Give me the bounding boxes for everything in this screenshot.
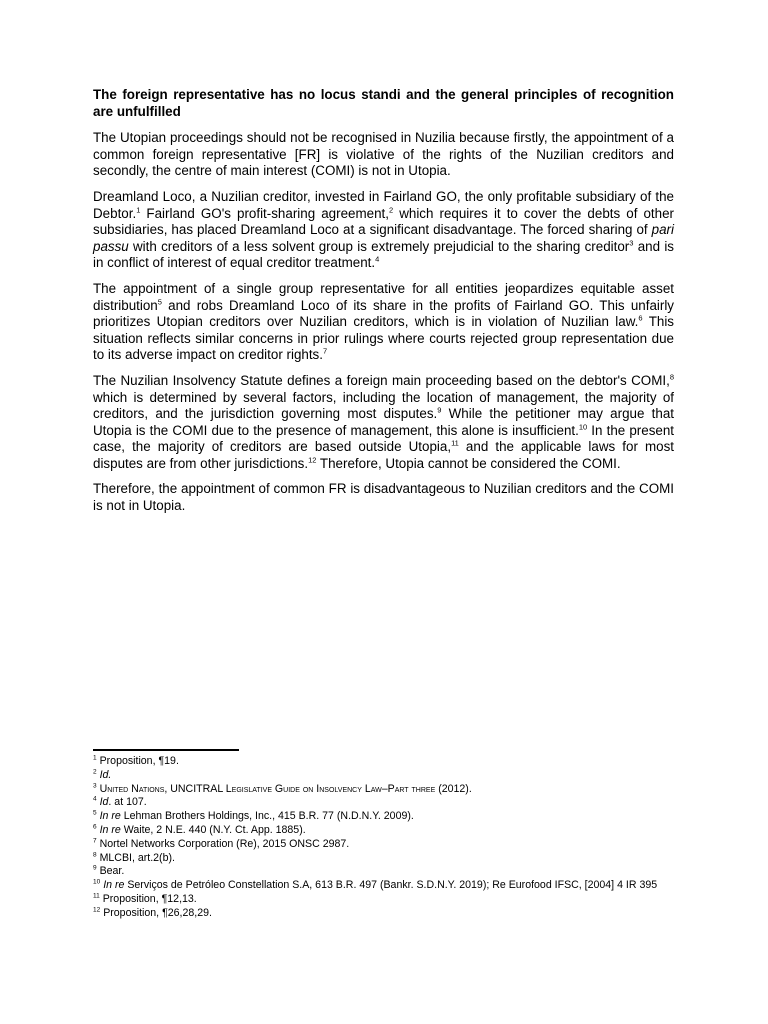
footnote-text: . at 107. [108, 796, 147, 809]
footnote-mark: 2 [93, 768, 97, 776]
footnote-4 [93, 796, 674, 810]
footnote-11 [93, 893, 674, 907]
footnote-text: Nortel Networks Corporation (Re), 2015 ONSC 2987. [99, 837, 350, 850]
footnote-6 [93, 824, 674, 838]
footnote-separator [93, 749, 239, 751]
paragraph-1: The Utopian proceedings should not be recognised in Nuzilia because firstly, the appointment of a common foreign representative [FR] is violative of the rights of the Nuzilian creditors and secondly, the centre of main interest (COMI) is not in Utopia. [93, 130, 674, 179]
footnote-text: Id [99, 796, 109, 809]
footnote-mark: 8 [93, 851, 97, 859]
footnote-mark: 6 [93, 823, 97, 831]
footnote-text: In re [99, 810, 121, 823]
paragraph-3 [93, 281, 674, 364]
footnote-text: (2012). [435, 782, 472, 795]
footnote-text: Id. [99, 768, 112, 781]
footnote-10 [93, 879, 674, 893]
p2-text: Dreamland Loco, a Nuzilian creditor, invested in Fairland GO, the only profitable subsidiary of the Debtor. [93, 188, 674, 221]
footnote-text: Lehman Brothers Holdings, Inc., 415 B.R. 77 (N.D.N.Y. 2009). [120, 810, 414, 823]
footnote-text: MLCBI, art.2(b). [99, 851, 175, 864]
footnote-ref-12[interactable]: 12 [308, 455, 317, 465]
footnote-3 [93, 783, 674, 797]
footnote-mark: 4 [93, 795, 97, 803]
footnote-8 [93, 852, 674, 866]
body-text [93, 87, 674, 524]
p2-text: with creditors of a less solvent group is extremely prejudicial to the sharing creditor [128, 238, 630, 254]
p2-text: Fairland GO's profit-sharing agreement, [140, 205, 389, 221]
footnote-ref-5[interactable]: 5 [157, 297, 162, 307]
footnote-mark: 1 [93, 754, 97, 762]
footnote-ref-3[interactable]: 3 [629, 238, 634, 248]
footnote-2 [93, 769, 674, 783]
footnote-ref-1[interactable]: 1 [136, 205, 141, 215]
footnote-5 [93, 810, 674, 824]
footnote-mark: 9 [93, 864, 97, 872]
paragraph-5: Therefore, the appointment of common FR is disadvantageous to Nuzilian creditors and the COMI is not in Utopia. [93, 481, 674, 514]
section-heading: The foreign representative has no locus standi and the general principles of recognition are unfulfilled [93, 87, 674, 119]
footnote-mark: 5 [93, 809, 97, 817]
footnote-7 [93, 838, 674, 852]
footnote-ref-11[interactable]: 11 [451, 438, 459, 448]
p2-text: and is in conflict of interest of equal creditor treatment. [93, 238, 675, 271]
footnote-mark: 11 [93, 892, 100, 900]
footnote-9 [93, 865, 674, 879]
footnote-text: In re [99, 823, 121, 836]
footnote-mark: 7 [93, 837, 97, 845]
footnote-text: Proposition, ¶19. [99, 755, 179, 767]
paragraph-4 [93, 373, 674, 473]
footnote-text: Proposition, ¶26,28,29. [103, 906, 212, 919]
footnote-text: Proposition, ¶12,13. [102, 892, 197, 905]
footnote-text: Waite, 2 N.E. 440 (N.Y. Ct. App. 1885). [120, 823, 306, 836]
footnote-mark: 10 [93, 878, 101, 886]
footnote-ref-2[interactable]: 2 [388, 205, 394, 215]
footnote-text: Bear. [99, 865, 125, 878]
footnote-ref-6[interactable]: 6 [638, 313, 643, 323]
p3-text: The appointment of a single group representative for all entities jeopardizes equitable asset distribution [93, 280, 674, 313]
footnote-text: United Nations, UNCITRAL Legislative Guide on Insolvency Law–Part three [99, 782, 436, 795]
footnote-1 [93, 755, 674, 769]
footnote-ref-7[interactable]: 7 [322, 346, 328, 356]
p4-text: In the present case, the majority of creditors are based outside Utopia, [93, 422, 675, 455]
p4-text: The Nuzilian Insolvency Statute defines a foreign main proceeding based on the debtor's COMI, [93, 372, 670, 388]
p4-text: and the applicable laws for most disputes are from other jurisdictions. [93, 439, 675, 471]
footnote-text: Serviços de Petróleo Constellation S.A, 613 B.R. 497 (Bankr. S.D.N.Y. 2019); Re Eurofood IFSC, [2004] 4 IR 395 [124, 879, 658, 892]
p4-text: which is determined by several factors, including the location of management, the majority of creditors, and the jurisdiction governing most disputes. [93, 389, 674, 422]
p3-text: and robs Dreamland Loco of its share in the profits of Fairland GO. This unfairly prioritizes Utopian creditors over Nuzilian creditors, which is in violation of Nuzilian law. [93, 297, 674, 330]
p3-text: This situation reflects similar concerns in prior rulings where courts rejected group representation due to its adverse impact on creditor rights. [93, 314, 674, 363]
footnote-12 [93, 907, 674, 921]
footnotes [93, 755, 674, 921]
p4-text: While the petitioner may argue that Utopia is the COMI due to the presence of management, this alone is insufficient. [93, 406, 674, 438]
footnote-ref-9[interactable]: 9 [437, 405, 442, 415]
paragraph-2 [93, 189, 674, 272]
footnote-ref-4[interactable]: 4 [375, 254, 380, 264]
p4-text: Therefore, Utopia cannot be considered the COMI. [316, 455, 621, 471]
p2-text: which requires it to cover the debts of other subsidiaries, has placed Dreamland Loco at a significant disadvantage. The forced sharing of [93, 205, 674, 238]
footnote-mark: 3 [93, 782, 97, 790]
footnote-ref-8[interactable]: 8 [669, 372, 674, 382]
footnote-ref-10[interactable]: 10 [578, 422, 588, 432]
footnote-text: In re [103, 879, 125, 892]
p2-italic: pari passu [93, 222, 674, 254]
footnote-mark: 12 [93, 906, 101, 914]
